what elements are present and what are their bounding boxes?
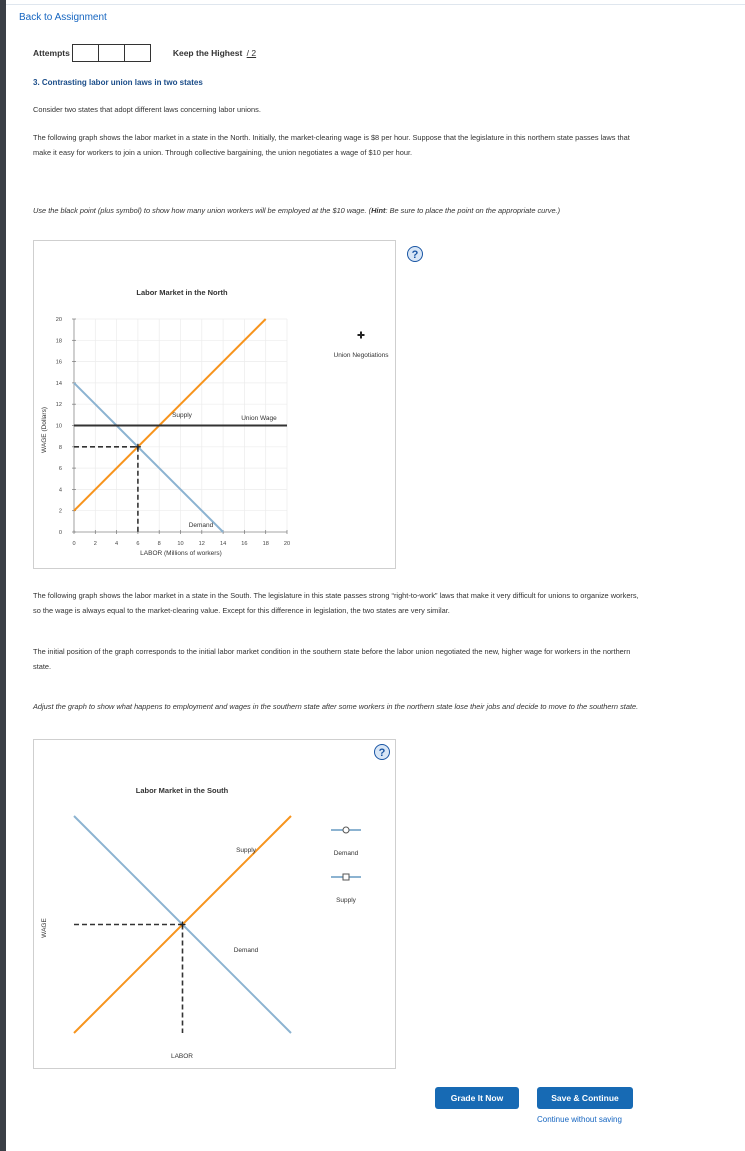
- question-title: 3. Contrasting labor union laws in two states: [33, 78, 203, 87]
- north-x-axis-label: LABOR (Millions of workers): [140, 550, 222, 557]
- grade-it-now-button[interactable]: Grade It Now: [435, 1087, 519, 1109]
- x-tick-label: 12: [198, 541, 205, 547]
- x-tick-label: 18: [262, 541, 269, 547]
- help-icon[interactable]: ?: [407, 246, 423, 262]
- south-graph[interactable]: [0, 740, 745, 1070]
- north-supply-label: Supply: [172, 412, 192, 419]
- x-tick-label: 0: [72, 541, 76, 547]
- north-y-axis-label: WAGE (Dollars): [41, 407, 48, 453]
- intro-text: Consider two states that adopt different laws concerning labor unions.: [33, 105, 261, 114]
- instruction-hint: Hint: [371, 206, 386, 215]
- north-union-wage-label: Union Wage: [241, 415, 277, 422]
- legend-supply-label: Supply: [336, 897, 356, 904]
- south-y-axis-label: WAGE: [41, 918, 48, 938]
- continue-without-saving-link[interactable]: Continue without saving: [537, 1115, 622, 1124]
- x-tick-label: 4: [115, 541, 119, 547]
- north-ticks: [56, 317, 290, 547]
- instruction-prefix: Use the black point (plus symbol) to show how many union workers will be employed at the $10 wage. (: [33, 206, 372, 215]
- y-tick-label: 0: [58, 530, 62, 536]
- save-and-continue-button[interactable]: Save & Continue: [537, 1087, 633, 1109]
- north-description: The following graph shows the labor market in a state in the North. Initially, the market-clearing wage is $8 per hour. Suppose that the legislature in this northern state passes laws that make it easy for workers to join a union. Through collective bargaining, the union negotiates a wage of $10 per hour.: [33, 133, 630, 157]
- x-tick-label: 10: [177, 541, 184, 547]
- union-negotiations-label: Union Negotiations: [333, 352, 389, 359]
- x-tick-label: 16: [241, 541, 248, 547]
- y-tick-label: 16: [55, 359, 62, 366]
- legend-demand-tool[interactable]: [331, 827, 361, 833]
- adjust-instruction: Adjust the graph to show what happens to employment and wages in the southern state after some workers in the northern state lose their jobs and decide to move to the southern state.: [33, 702, 639, 711]
- south-graph-title: Labor Market in the South: [135, 786, 229, 795]
- south-curves: [74, 816, 291, 1033]
- back-to-assignment-link[interactable]: Back to Assignment: [19, 12, 107, 23]
- south-supply-label: Supply: [236, 847, 256, 854]
- y-tick-label: 2: [58, 508, 62, 515]
- x-tick-label: 14: [219, 541, 227, 547]
- initial-description: The initial position of the graph corresponds to the initial labor market condition in the southern state before the labor union negotiated the new, higher wage for workers in the northern state.: [33, 647, 631, 671]
- demand-curve: [74, 383, 223, 532]
- keep-highest-label: Keep the Highest: [172, 48, 243, 58]
- x-tick-label: 6: [136, 541, 140, 547]
- south-demand-label: Demand: [233, 947, 259, 954]
- y-tick-label: 14: [55, 380, 62, 387]
- y-tick-label: 6: [58, 466, 62, 473]
- x-tick-label: 2: [93, 541, 97, 547]
- keep-highest-value: / 2: [246, 48, 257, 58]
- y-tick-label: 10: [55, 423, 62, 430]
- y-tick-label: 8: [58, 444, 62, 451]
- south-x-axis-label: LABOR: [170, 1053, 194, 1060]
- instruction-suffix: : Be sure to place the point on the appropriate curve.): [385, 206, 561, 215]
- y-tick-label: 18: [55, 338, 62, 345]
- y-tick-label: 12: [55, 402, 62, 409]
- legend-supply-tool[interactable]: [331, 874, 361, 880]
- legend-demand-label: Demand: [333, 850, 359, 857]
- attempts-label: Attempts: [33, 48, 70, 58]
- north-demand-label: Demand: [188, 522, 214, 529]
- help-icon[interactable]: ?: [374, 744, 390, 760]
- north-graph-title: Labor Market in the North: [136, 288, 228, 297]
- y-tick-label: 20: [55, 317, 62, 323]
- x-tick-label: 8: [157, 541, 161, 547]
- south-description: The following graph shows the labor market in a state in the South. The legislature in this state passes strong “right-to-work” laws that make it very difficult for unions to organize workers, so the wage is always equal to the market-clearing value. Except for this difference in legislation, the two states are very similar.: [33, 591, 639, 615]
- y-tick-label: 4: [58, 487, 62, 494]
- union-negotiations-plus-icon[interactable]: [358, 332, 365, 339]
- x-tick-label: 20: [283, 541, 291, 547]
- supply-curve: [74, 319, 266, 511]
